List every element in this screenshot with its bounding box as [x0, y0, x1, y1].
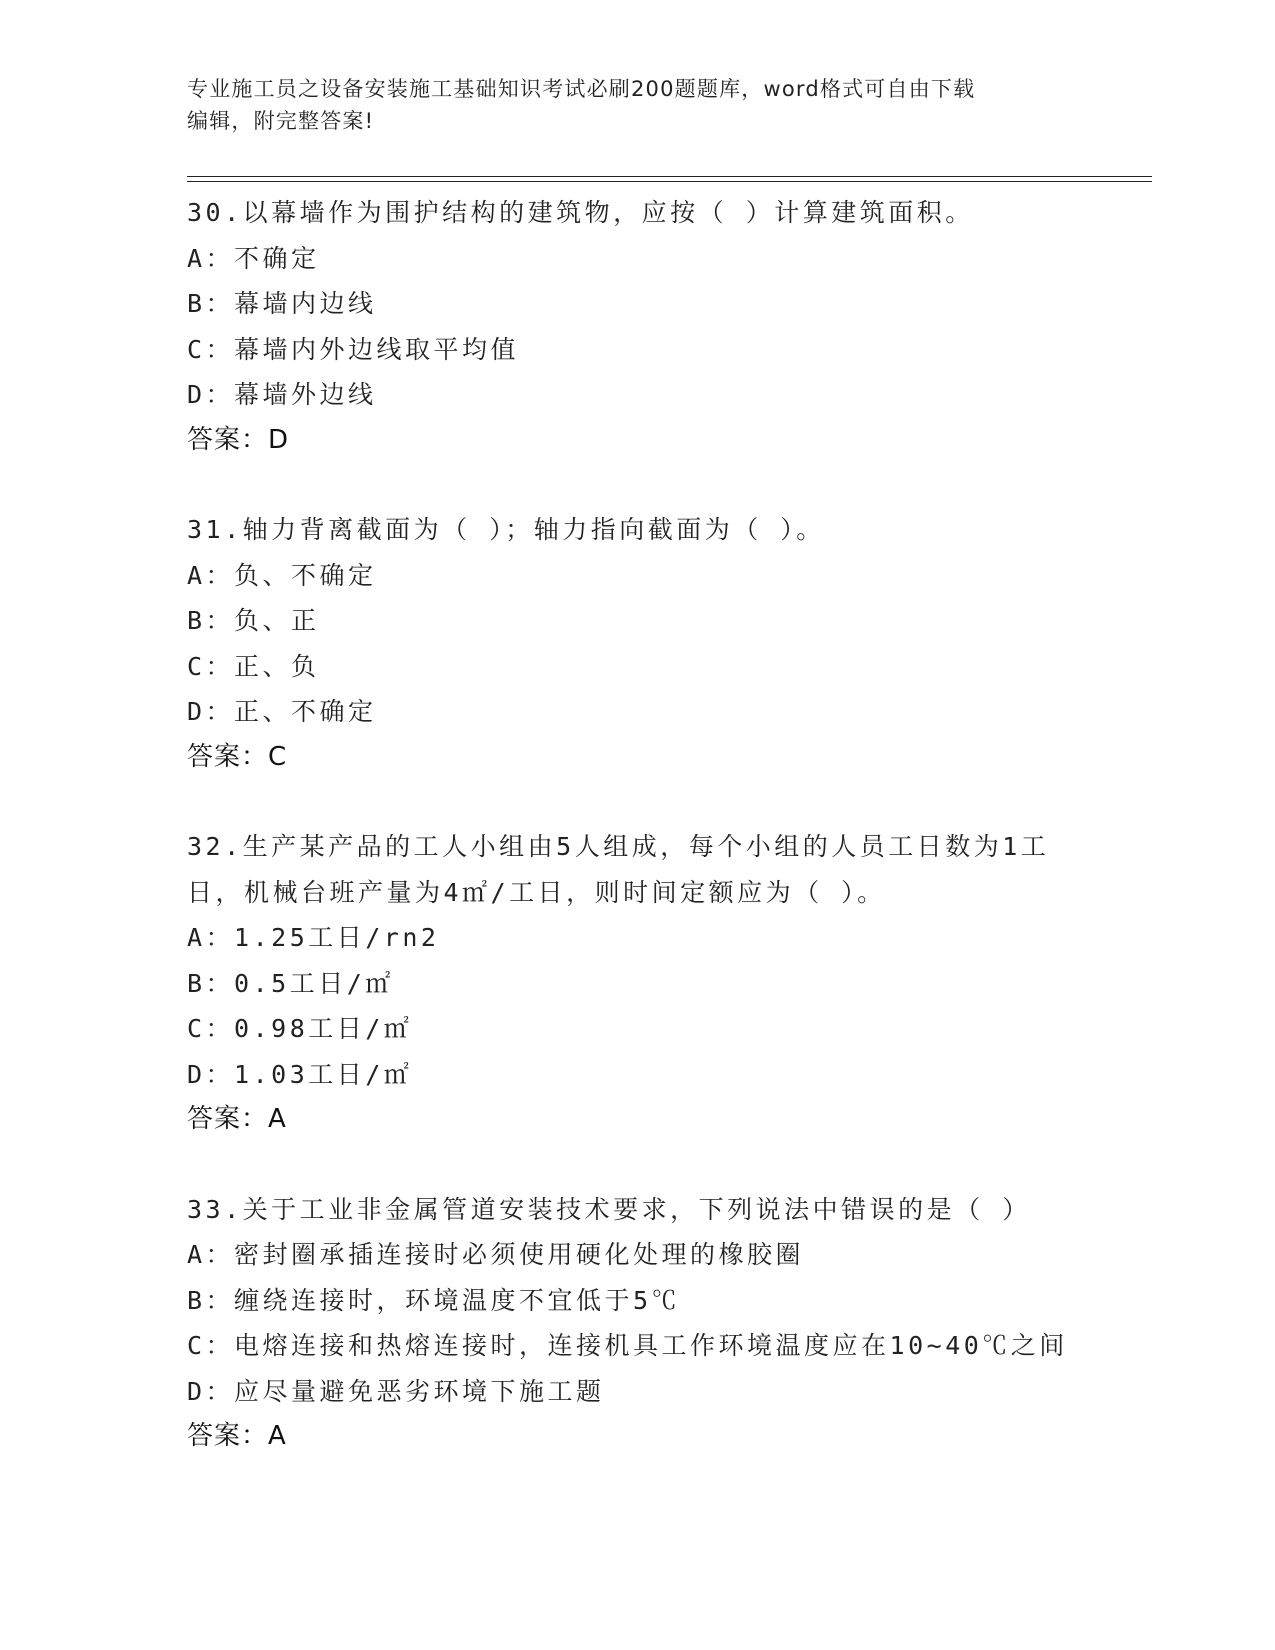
answer: 答案：A: [187, 1104, 287, 1134]
header-line-2: 编辑，附完整答案!: [187, 109, 375, 133]
question-31: [187, 507, 1087, 780]
option-a: A：密封圈承插连接时必须使用硬化处理的橡胶圈: [187, 1240, 805, 1269]
answer: 答案：D: [187, 424, 290, 455]
question-33: [187, 1187, 1087, 1460]
header-rule-top: [187, 176, 1152, 177]
header-rule-bottom: [187, 181, 1152, 182]
question-stem-line-2: 日，机械台班产量为4㎡/工日，则时间定额应为（ ）。: [187, 877, 886, 907]
option-b: B：缠绕连接时，环境温度不宜低于5℃: [187, 1285, 681, 1315]
option-b: B：幕墙内边线: [187, 289, 377, 318]
option-d: D：正、不确定: [187, 697, 377, 726]
question-stem: 33.关于工业非金属管道安装技术要求，下列说法中错误的是（ ）: [187, 1194, 1031, 1224]
option-d: D：1.03工日/㎡: [187, 1059, 413, 1089]
option-a: A：1.25工日/rn2: [187, 923, 440, 952]
option-c: C：0.98工日/㎡: [187, 1014, 413, 1043]
question-stem: 31.轴力背离截面为（ ）；轴力指向截面为（ ）。: [187, 515, 825, 544]
option-d: D：幕墙外边线: [187, 380, 377, 409]
document-header: [187, 73, 1087, 137]
option-a: A：负、不确定: [187, 560, 377, 590]
option-c: C：电熔连接和热熔连接时，连接机具工作环境温度应在10~40℃之间: [187, 1331, 1068, 1360]
question-32: [187, 824, 1087, 1143]
header-line-1: 专业施工员之设备安装施工基础知识考试必刷200题题库，word格式可自由下载: [187, 77, 976, 101]
question-30: [187, 190, 1087, 463]
question-stem-line-1: 32.生产某产品的工人小组由5人组成，每个小组的人员工日数为1工: [187, 832, 1050, 861]
option-a: A：不确定: [187, 243, 320, 273]
option-b: B：负、正: [187, 606, 320, 635]
answer: 答案：A: [187, 1421, 287, 1451]
option-c: C：正、负: [187, 651, 320, 681]
question-stem: 30.以幕墙作为围护结构的建筑物，应按（ ）计算建筑面积。: [187, 198, 974, 227]
option-c: C：幕墙内外边线取平均值: [187, 334, 520, 364]
option-b: B：0.5工日/㎡: [187, 968, 394, 998]
option-d: D：应尽量避免恶劣环境下施工题: [187, 1376, 605, 1406]
question-list: [187, 190, 1087, 1504]
answer: 答案：C: [187, 741, 288, 772]
